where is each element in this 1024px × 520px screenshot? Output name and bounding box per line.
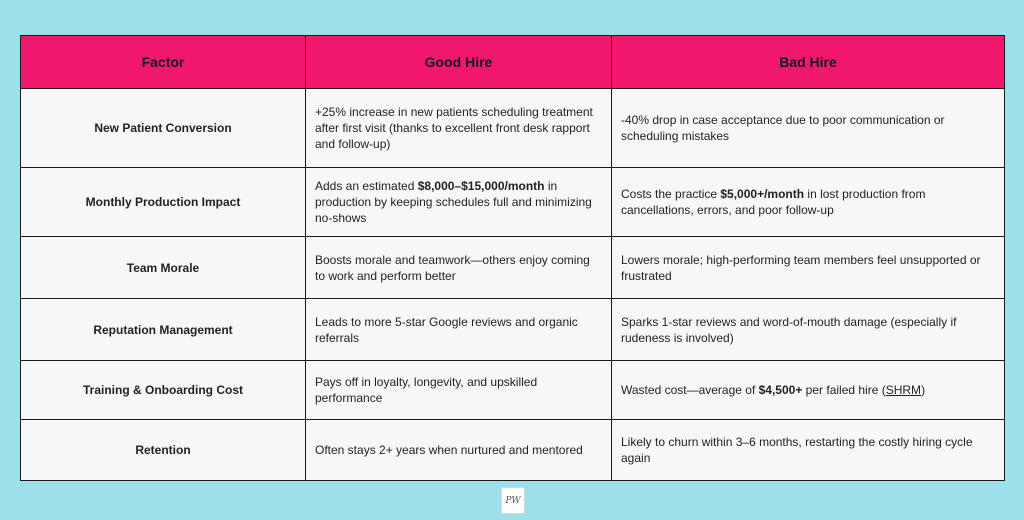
cell-text: -40% drop in case acceptance due to poor communication or scheduling mistakes <box>621 113 945 143</box>
factor-cell: Monthly Production Impact <box>21 168 306 237</box>
bad-hire-cell <box>612 361 1005 420</box>
cell-text: Adds an estimated <box>315 179 418 193</box>
cell-highlight: $8,000–$15,000/month <box>417 179 545 193</box>
header-factor: Factor <box>21 36 306 89</box>
brand-logo <box>501 487 525 514</box>
cell-text: +25% increase in new patients scheduling treatment after first visit (thanks to excellent front desk rapport and follow-up) <box>315 105 593 151</box>
table-row <box>21 237 1005 299</box>
header-good-hire: Good Hire <box>306 36 612 89</box>
table-header-row <box>21 36 1005 89</box>
logo-text: PW <box>505 495 521 506</box>
cell-text: Likely to churn within 3–6 months, restarting the costly hiring cycle again <box>621 435 973 465</box>
cell-text: Costs the practice <box>621 187 721 201</box>
comparison-table-container <box>20 35 1004 481</box>
cell-text: Wasted cost—average of <box>621 383 759 397</box>
table-row <box>21 299 1005 361</box>
cell-text: Leads to more 5-star Google reviews and organic referrals <box>315 314 578 345</box>
table-row <box>21 420 1005 481</box>
cell-text: ) <box>921 383 926 397</box>
cell-text: in production by keeping schedules full and minimizing no-shows <box>315 179 592 225</box>
header-bad-hire: Bad Hire <box>612 36 1005 89</box>
bad-hire-cell <box>612 420 1005 481</box>
cell-text: Boosts morale and teamwork—others enjoy coming to work and perform better <box>315 252 590 283</box>
cell-highlight: $4,500+ <box>758 383 803 397</box>
good-hire-cell <box>306 237 612 299</box>
factor-cell: Training & Onboarding Cost <box>21 361 306 420</box>
good-hire-cell <box>306 168 612 237</box>
good-hire-cell <box>306 420 612 481</box>
bad-hire-cell <box>612 237 1005 299</box>
cell-text: Sparks 1-star reviews and word-of-mouth damage (especially if rudeness is involved) <box>621 314 957 345</box>
cell-text: Often stays 2+ years when nurtured and mentored <box>315 443 583 457</box>
good-hire-cell <box>306 299 612 361</box>
cell-highlight: $5,000+/month <box>720 187 805 201</box>
good-hire-cell <box>306 89 612 168</box>
shrm-link[interactable]: SHRM <box>885 383 922 397</box>
cell-text: Pays off in loyalty, longevity, and upskilled performance <box>315 375 538 405</box>
table-row <box>21 168 1005 237</box>
factor-cell: Team Morale <box>21 237 306 299</box>
bad-hire-cell <box>612 89 1005 168</box>
hire-comparison-table <box>20 35 1005 481</box>
factor-cell: Reputation Management <box>21 299 306 361</box>
cell-text: Lowers morale; high-performing team members feel unsupported or frustrated <box>621 252 981 283</box>
table-row <box>21 361 1005 420</box>
good-hire-cell <box>306 361 612 420</box>
factor-cell: Retention <box>21 420 306 481</box>
bad-hire-cell <box>612 299 1005 361</box>
table-row <box>21 89 1005 168</box>
factor-cell: New Patient Conversion <box>21 89 306 168</box>
cell-text: per failed hire ( <box>802 383 886 397</box>
bad-hire-cell <box>612 168 1005 237</box>
cell-text: in lost production from cancellations, errors, and poor follow-up <box>621 187 926 217</box>
